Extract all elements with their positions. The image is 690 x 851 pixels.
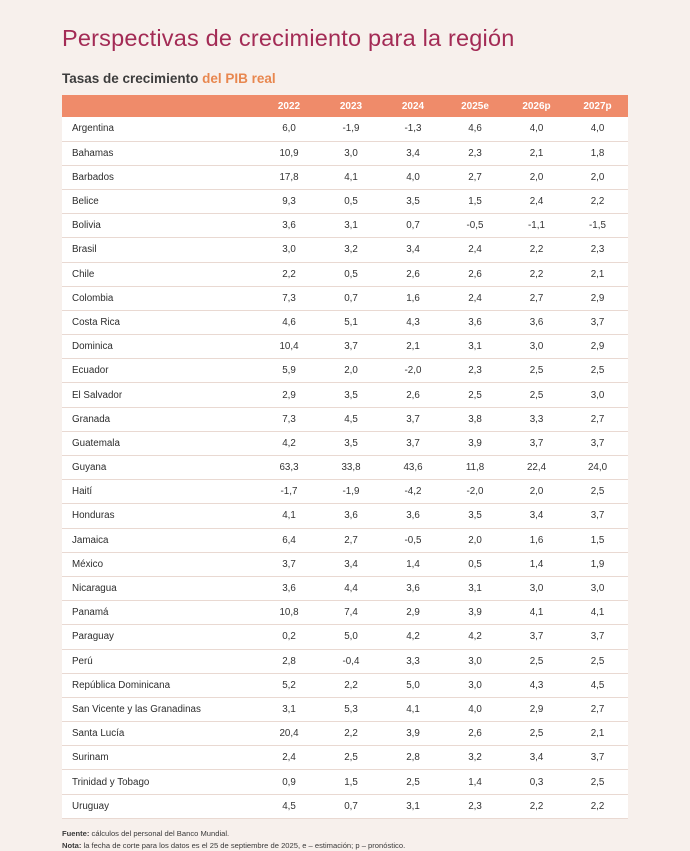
growth-table-wrapper xyxy=(62,95,628,818)
table-row xyxy=(62,310,628,334)
cell-country: República Dominicana xyxy=(62,673,258,697)
cell-2027p: 3,0 xyxy=(567,576,628,600)
cell-2024: 2,8 xyxy=(382,746,444,770)
cell-country: Surinam xyxy=(62,746,258,770)
cell-2025e: 2,3 xyxy=(444,141,506,165)
cell-2025e: 2,3 xyxy=(444,794,506,818)
cell-2025e: 3,9 xyxy=(444,601,506,625)
cell-2026p: 0,3 xyxy=(506,770,567,794)
cell-2027p: 3,0 xyxy=(567,383,628,407)
cell-2022: 3,7 xyxy=(258,552,320,576)
table-body xyxy=(62,117,628,818)
cell-2024: 3,6 xyxy=(382,504,444,528)
cell-2026p: 4,3 xyxy=(506,673,567,697)
cell-country: Guatemala xyxy=(62,431,258,455)
cell-2022: 2,9 xyxy=(258,383,320,407)
cell-country: Barbados xyxy=(62,165,258,189)
cell-country: Guyana xyxy=(62,456,258,480)
cell-2022: -1,7 xyxy=(258,480,320,504)
cell-2024: 1,6 xyxy=(382,286,444,310)
cell-2027p: 2,7 xyxy=(567,697,628,721)
table-row xyxy=(62,625,628,649)
table-row xyxy=(62,141,628,165)
cell-2024: 3,7 xyxy=(382,431,444,455)
cell-2027p: 3,7 xyxy=(567,746,628,770)
table-row xyxy=(62,649,628,673)
cell-2027p: 2,3 xyxy=(567,238,628,262)
table-row xyxy=(62,552,628,576)
cell-2022: 6,0 xyxy=(258,117,320,141)
cell-2025e: 2,3 xyxy=(444,359,506,383)
cell-2022: 3,6 xyxy=(258,214,320,238)
cell-2022: 9,3 xyxy=(258,189,320,213)
cell-2023: 4,4 xyxy=(320,576,382,600)
table-row xyxy=(62,770,628,794)
cell-2025e: 1,4 xyxy=(444,770,506,794)
cell-2025e: 0,5 xyxy=(444,552,506,576)
cell-country: Uruguay xyxy=(62,794,258,818)
cell-2025e: 3,2 xyxy=(444,746,506,770)
cell-2026p: 2,5 xyxy=(506,649,567,673)
source-text: cálculos del personal del Banco Mundial. xyxy=(89,828,230,838)
cell-2027p: 3,7 xyxy=(567,504,628,528)
cell-2024: 3,6 xyxy=(382,576,444,600)
cell-2025e: 3,8 xyxy=(444,407,506,431)
table-row xyxy=(62,456,628,480)
cell-2023: 1,5 xyxy=(320,770,382,794)
table-header-row xyxy=(62,95,628,117)
cell-2023: 2,2 xyxy=(320,673,382,697)
table-row xyxy=(62,262,628,286)
cell-2027p: 1,9 xyxy=(567,552,628,576)
cell-2026p: 3,0 xyxy=(506,335,567,359)
cell-2026p: 2,9 xyxy=(506,697,567,721)
cell-2022: 2,4 xyxy=(258,746,320,770)
cell-2024: 3,5 xyxy=(382,189,444,213)
cell-2025e: 2,0 xyxy=(444,528,506,552)
table-row xyxy=(62,697,628,721)
cell-2024: 4,1 xyxy=(382,697,444,721)
cell-2023: 4,5 xyxy=(320,407,382,431)
cell-2026p: 3,3 xyxy=(506,407,567,431)
cell-2025e: 3,1 xyxy=(444,576,506,600)
cell-2027p: 2,2 xyxy=(567,189,628,213)
cell-country: Jamaica xyxy=(62,528,258,552)
page-title: Perspectivas de crecimiento para la región xyxy=(62,25,515,51)
cell-2027p: 2,5 xyxy=(567,649,628,673)
cell-2024: 3,1 xyxy=(382,794,444,818)
cell-2025e: 4,6 xyxy=(444,117,506,141)
cell-2023: 2,2 xyxy=(320,722,382,746)
cell-2022: 3,6 xyxy=(258,576,320,600)
table-row xyxy=(62,601,628,625)
cell-2025e: 3,0 xyxy=(444,673,506,697)
cell-2023: 5,0 xyxy=(320,625,382,649)
cell-2024: 3,4 xyxy=(382,238,444,262)
cell-2025e: -2,0 xyxy=(444,480,506,504)
cell-2023: 0,7 xyxy=(320,794,382,818)
table-row xyxy=(62,286,628,310)
cell-2025e: 2,5 xyxy=(444,383,506,407)
cell-country: Argentina xyxy=(62,117,258,141)
cell-2022: 6,4 xyxy=(258,528,320,552)
cell-country: Dominica xyxy=(62,335,258,359)
cell-2023: 0,7 xyxy=(320,286,382,310)
table-row xyxy=(62,746,628,770)
cell-2024: 2,6 xyxy=(382,262,444,286)
cell-2022: 7,3 xyxy=(258,286,320,310)
cell-2023: -1,9 xyxy=(320,117,382,141)
cell-2024: 2,1 xyxy=(382,335,444,359)
cell-2022: 20,4 xyxy=(258,722,320,746)
cell-2026p: 2,5 xyxy=(506,359,567,383)
table-row xyxy=(62,189,628,213)
cell-2023: 5,1 xyxy=(320,310,382,334)
cell-2024: 43,6 xyxy=(382,456,444,480)
cell-2022: 3,0 xyxy=(258,238,320,262)
table-row xyxy=(62,722,628,746)
table-header xyxy=(62,95,628,117)
cell-2022: 5,9 xyxy=(258,359,320,383)
cell-2027p: 2,9 xyxy=(567,286,628,310)
cell-2024: -4,2 xyxy=(382,480,444,504)
cell-2026p: 4,1 xyxy=(506,601,567,625)
column-header-2024: 2024 xyxy=(382,95,444,117)
cell-2022: 4,2 xyxy=(258,431,320,455)
cell-2026p: 2,0 xyxy=(506,165,567,189)
table-notes xyxy=(62,828,628,851)
cell-2026p: 2,2 xyxy=(506,262,567,286)
cell-2023: 3,7 xyxy=(320,335,382,359)
cell-country: Chile xyxy=(62,262,258,286)
cell-2024: 4,3 xyxy=(382,310,444,334)
column-header-2026p: 2026p xyxy=(506,95,567,117)
table-row xyxy=(62,335,628,359)
cell-2027p: 2,1 xyxy=(567,722,628,746)
table-row xyxy=(62,407,628,431)
source-note xyxy=(62,828,628,840)
cell-2025e: 3,5 xyxy=(444,504,506,528)
cell-country: San Vicente y las Granadinas xyxy=(62,697,258,721)
subtitle-main-text: Tasas de crecimiento xyxy=(62,71,199,87)
cell-2026p: 2,5 xyxy=(506,722,567,746)
cell-2022: 0,2 xyxy=(258,625,320,649)
cell-2026p: 2,7 xyxy=(506,286,567,310)
table-row xyxy=(62,504,628,528)
cell-2027p: 3,7 xyxy=(567,625,628,649)
cell-country: Nicaragua xyxy=(62,576,258,600)
cell-2026p: 1,4 xyxy=(506,552,567,576)
cell-2023: 0,5 xyxy=(320,189,382,213)
cell-2024: 0,7 xyxy=(382,214,444,238)
cell-2027p: 1,8 xyxy=(567,141,628,165)
cell-2022: 2,8 xyxy=(258,649,320,673)
cell-2023: 5,3 xyxy=(320,697,382,721)
cell-2027p: 2,9 xyxy=(567,335,628,359)
cell-2027p: 1,5 xyxy=(567,528,628,552)
cell-2022: 0,9 xyxy=(258,770,320,794)
table-row xyxy=(62,528,628,552)
cell-2022: 4,1 xyxy=(258,504,320,528)
cell-country: Costa Rica xyxy=(62,310,258,334)
cell-2022: 17,8 xyxy=(258,165,320,189)
cell-2027p: 2,7 xyxy=(567,407,628,431)
cell-country: Bahamas xyxy=(62,141,258,165)
cell-2027p: 2,1 xyxy=(567,262,628,286)
table-row xyxy=(62,117,628,141)
column-header-2025e: 2025e xyxy=(444,95,506,117)
cell-2026p: 2,2 xyxy=(506,794,567,818)
cell-2024: -1,3 xyxy=(382,117,444,141)
cell-2026p: 3,7 xyxy=(506,625,567,649)
cell-2027p: 4,0 xyxy=(567,117,628,141)
cell-2024: 4,2 xyxy=(382,625,444,649)
table-row xyxy=(62,238,628,262)
cell-2024: 2,5 xyxy=(382,770,444,794)
cell-2023: 33,8 xyxy=(320,456,382,480)
cell-country: Ecuador xyxy=(62,359,258,383)
cell-country: Perú xyxy=(62,649,258,673)
cell-2027p: 2,2 xyxy=(567,794,628,818)
cell-2023: 3,6 xyxy=(320,504,382,528)
cell-2027p: 2,5 xyxy=(567,480,628,504)
cell-country: Haití xyxy=(62,480,258,504)
cell-2027p: 3,7 xyxy=(567,431,628,455)
cell-2022: 7,3 xyxy=(258,407,320,431)
cell-2023: 3,2 xyxy=(320,238,382,262)
cell-country: Paraguay xyxy=(62,625,258,649)
cell-2024: -2,0 xyxy=(382,359,444,383)
cell-2027p: 2,5 xyxy=(567,770,628,794)
cell-2023: 2,0 xyxy=(320,359,382,383)
cell-2023: 3,0 xyxy=(320,141,382,165)
cell-2025e: 2,4 xyxy=(444,238,506,262)
cell-2024: 2,6 xyxy=(382,383,444,407)
cell-2027p: 24,0 xyxy=(567,456,628,480)
cell-2026p: 3,6 xyxy=(506,310,567,334)
cell-2027p: 2,5 xyxy=(567,359,628,383)
table-row xyxy=(62,165,628,189)
cell-2026p: 3,7 xyxy=(506,431,567,455)
cell-2024: 2,9 xyxy=(382,601,444,625)
cell-2026p: 22,4 xyxy=(506,456,567,480)
table-subtitle xyxy=(62,71,628,86)
cell-2027p: -1,5 xyxy=(567,214,628,238)
table-row xyxy=(62,214,628,238)
growth-rates-table xyxy=(62,95,628,818)
cell-2026p: 2,4 xyxy=(506,189,567,213)
cell-2025e: 2,6 xyxy=(444,722,506,746)
note-label: Nota: xyxy=(62,840,82,850)
cell-2027p: 3,7 xyxy=(567,310,628,334)
note-text: la fecha de corte para los datos es el 25 de septiembre de 2025, e – estimación; p – pronóstico. xyxy=(81,840,406,850)
cell-2023: 3,4 xyxy=(320,552,382,576)
cell-2026p: -1,1 xyxy=(506,214,567,238)
cell-2022: 10,4 xyxy=(258,335,320,359)
cell-country: Honduras xyxy=(62,504,258,528)
cell-2023: 2,5 xyxy=(320,746,382,770)
methodology-note xyxy=(62,840,628,851)
table-row xyxy=(62,576,628,600)
cell-2022: 2,2 xyxy=(258,262,320,286)
cell-2022: 5,2 xyxy=(258,673,320,697)
cell-2025e: 4,0 xyxy=(444,697,506,721)
cell-2026p: 1,6 xyxy=(506,528,567,552)
cell-2023: 3,5 xyxy=(320,383,382,407)
cell-2024: 3,9 xyxy=(382,722,444,746)
cell-2022: 10,8 xyxy=(258,601,320,625)
cell-2023: 2,7 xyxy=(320,528,382,552)
cell-country: Panamá xyxy=(62,601,258,625)
cell-2024: -0,5 xyxy=(382,528,444,552)
column-header-2022: 2022 xyxy=(258,95,320,117)
cell-2023: 3,1 xyxy=(320,214,382,238)
column-header-2023: 2023 xyxy=(320,95,382,117)
cell-2025e: 2,7 xyxy=(444,165,506,189)
cell-2025e: 3,0 xyxy=(444,649,506,673)
cell-2026p: 3,0 xyxy=(506,576,567,600)
cell-country: Bolivia xyxy=(62,214,258,238)
table-row xyxy=(62,794,628,818)
cell-country: Granada xyxy=(62,407,258,431)
column-header-country xyxy=(62,95,258,117)
table-row xyxy=(62,359,628,383)
cell-2022: 10,9 xyxy=(258,141,320,165)
cell-country: Trinidad y Tobago xyxy=(62,770,258,794)
cell-2023: 4,1 xyxy=(320,165,382,189)
cell-2022: 3,1 xyxy=(258,697,320,721)
source-label: Fuente: xyxy=(62,828,90,838)
cell-2025e: 11,8 xyxy=(444,456,506,480)
cell-2026p: 3,4 xyxy=(506,746,567,770)
cell-2025e: 3,6 xyxy=(444,310,506,334)
cell-2024: 3,3 xyxy=(382,649,444,673)
table-row xyxy=(62,431,628,455)
cell-2027p: 4,5 xyxy=(567,673,628,697)
cell-2023: -1,9 xyxy=(320,480,382,504)
table-row xyxy=(62,673,628,697)
cell-2026p: 2,1 xyxy=(506,141,567,165)
cell-2023: 7,4 xyxy=(320,601,382,625)
cell-2023: 3,5 xyxy=(320,431,382,455)
cell-2025e: 4,2 xyxy=(444,625,506,649)
cell-2025e: 3,1 xyxy=(444,335,506,359)
cell-2026p: 2,2 xyxy=(506,238,567,262)
cell-country: Brasil xyxy=(62,238,258,262)
cell-country: Belice xyxy=(62,189,258,213)
cell-2026p: 4,0 xyxy=(506,117,567,141)
cell-2026p: 2,5 xyxy=(506,383,567,407)
cell-2024: 3,7 xyxy=(382,407,444,431)
cell-country: Colombia xyxy=(62,286,258,310)
cell-country: México xyxy=(62,552,258,576)
cell-2025e: 2,4 xyxy=(444,286,506,310)
cell-2027p: 4,1 xyxy=(567,601,628,625)
column-header-2027p: 2027p xyxy=(567,95,628,117)
cell-2022: 4,5 xyxy=(258,794,320,818)
cell-2025e: 2,6 xyxy=(444,262,506,286)
cell-2022: 63,3 xyxy=(258,456,320,480)
cell-2025e: -0,5 xyxy=(444,214,506,238)
cell-2026p: 3,4 xyxy=(506,504,567,528)
cell-2025e: 1,5 xyxy=(444,189,506,213)
cell-2027p: 2,0 xyxy=(567,165,628,189)
table-row xyxy=(62,480,628,504)
cell-2024: 4,0 xyxy=(382,165,444,189)
cell-2024: 3,4 xyxy=(382,141,444,165)
cell-2023: 0,5 xyxy=(320,262,382,286)
table-row xyxy=(62,383,628,407)
cell-2022: 4,6 xyxy=(258,310,320,334)
cell-country: El Salvador xyxy=(62,383,258,407)
cell-2024: 1,4 xyxy=(382,552,444,576)
cell-country: Santa Lucía xyxy=(62,722,258,746)
cell-2024: 5,0 xyxy=(382,673,444,697)
cell-2026p: 2,0 xyxy=(506,480,567,504)
cell-2023: -0,4 xyxy=(320,649,382,673)
subtitle-accent-text: del PIB real xyxy=(202,71,276,87)
cell-2025e: 3,9 xyxy=(444,431,506,455)
